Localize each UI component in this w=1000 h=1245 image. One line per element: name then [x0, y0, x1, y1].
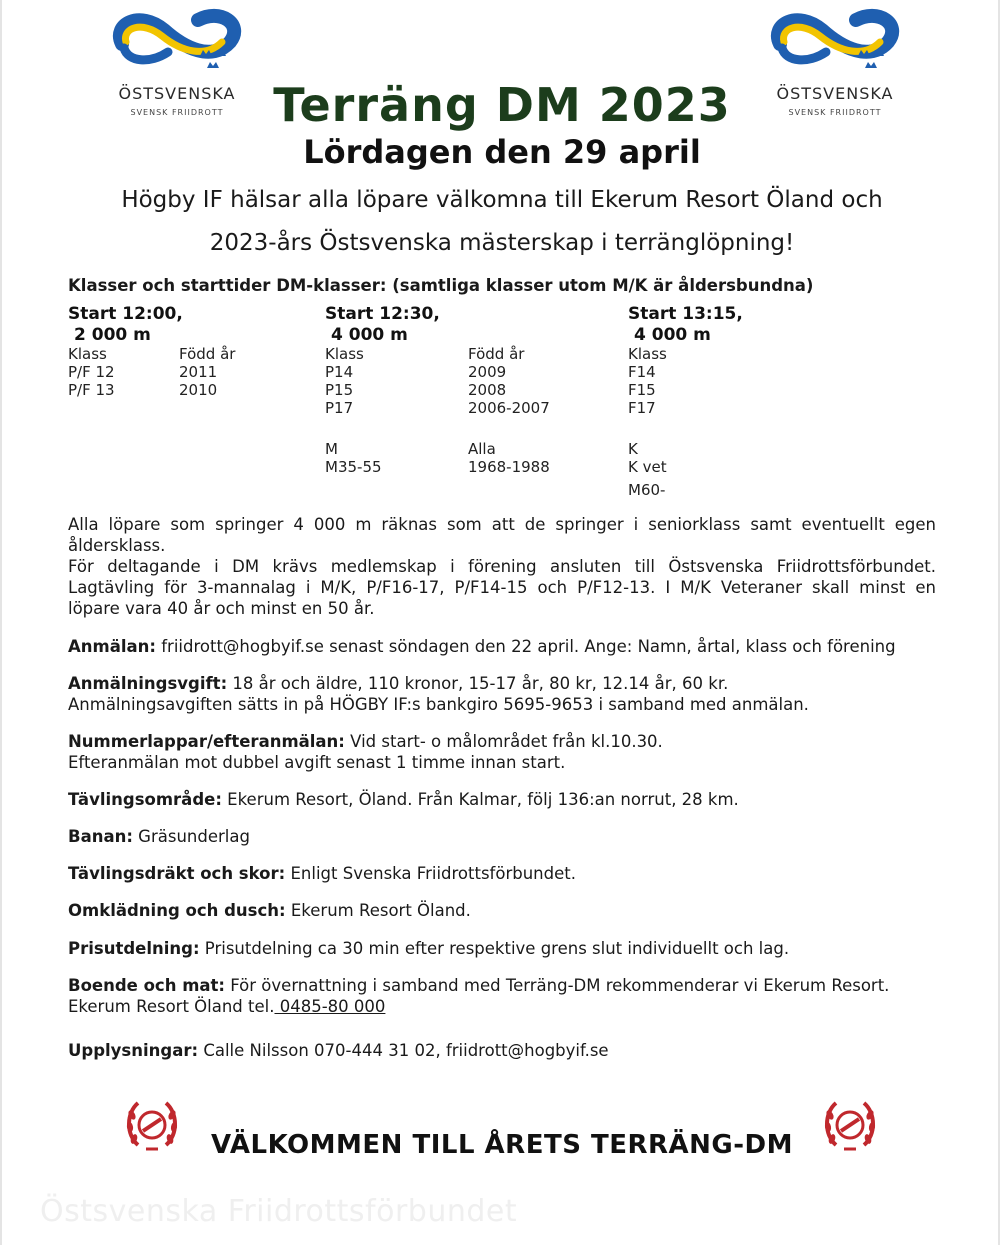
event-date: Lördagen den 29 april [303, 133, 701, 171]
class-cell: K vet [628, 458, 667, 476]
fee-text: 18 år och äldre, 110 kronor, 15-17 år, 80 kr, 12.14 år, 60 kr. [227, 674, 729, 693]
info-line: löpare vara 40 år och minst en 50 år. [68, 599, 375, 618]
info-paragraph [68, 514, 936, 619]
lodging-label: Boende och mat: [68, 976, 226, 995]
class-cell: P/F 13 [68, 381, 115, 399]
column-header-fodd: Född år [468, 345, 525, 363]
group-start-time: Start 12:30, [325, 304, 440, 324]
column-header-klass: Klass [68, 345, 107, 363]
classes-heading: Klasser och starttider DM-klasser: (samtliga klasser utom M/K är åldersbundna) [68, 276, 814, 295]
group-start-time: Start 12:00, [68, 304, 183, 324]
group-distance: 4 000 m [634, 325, 711, 345]
class-cell: M [325, 440, 338, 458]
logo-wordmark: ÖSTSVENSKA [118, 84, 236, 103]
logo-subline: SVENSK FRIIDROTT [130, 108, 224, 117]
contact-label: Upplysningar: [68, 1041, 199, 1060]
class-cell: P17 [325, 399, 354, 417]
born-cell: 2006-2007 [468, 399, 550, 417]
changing-label: Omklädning och dusch: [68, 901, 286, 920]
fee-label: Anmälningsvgift: [68, 674, 228, 693]
dress-text: Enligt Svenska Friidrottsförbundet. [285, 864, 576, 883]
intro-line-1: Högby IF hälsar alla löpare välkomna till Ekerum Resort Öland och [121, 187, 883, 213]
welcome-banner: VÄLKOMMEN TILL ÅRETS TERRÄNG-DM [211, 1130, 793, 1160]
page-title: Terräng DM 2023 [273, 78, 731, 132]
class-cell: P15 [325, 381, 354, 399]
born-cell: 1968-1988 [468, 458, 550, 476]
course-section [68, 826, 936, 847]
dress-section [68, 863, 936, 884]
course-text: Gräsunderlag [132, 827, 250, 846]
info-line: För deltagande i DM krävs medlemskap i förening ansluten till Östsvenska Friidrottsförbundet. [68, 557, 936, 576]
lodging-line-2: Ekerum Resort Öland tel. [68, 997, 275, 1016]
venue-section [68, 789, 936, 810]
phone-link[interactable]: 0485-80 000 [274, 997, 386, 1016]
class-cell: M35-55 [325, 458, 382, 476]
column-header-klass: Klass [628, 345, 667, 363]
class-cell: M60- [628, 481, 666, 499]
class-cell: K [628, 440, 638, 458]
born-cell: 2008 [468, 381, 507, 399]
column-header-fodd: Född år [179, 345, 236, 363]
info-line: Lagtävling för 3-mannalag i M/K, P/F16-17, P/F14-15 och P/F12-13. I M/K Veteraner skall minst en [68, 578, 936, 597]
lodging-text: För övernattning i samband med Terräng-DM rekommenderar vi Ekerum Resort. [225, 976, 890, 995]
lodging-section [68, 975, 936, 1017]
registration-section [68, 636, 936, 657]
changing-section [68, 900, 936, 921]
born-cell: Alla [468, 440, 496, 458]
prize-label: Prisutdelning: [68, 939, 200, 958]
class-cell: F17 [628, 399, 656, 417]
class-cell: P14 [325, 363, 354, 381]
infinity-emblem-icon [102, 2, 252, 82]
info-line: åldersklass. [68, 536, 166, 555]
prize-section [68, 938, 936, 959]
info-line: Alla löpare som springer 4 000 m räknas som att de springer i seniorklass samt eventuellt egen [68, 515, 936, 534]
prize-text: Prisutdelning ca 30 min efter respektive grens slut individuellt och lag. [199, 939, 790, 958]
class-cell: P/F 12 [68, 363, 115, 381]
registration-text: friidrott@hogbyif.se senast söndagen den 22 april. Ange: Namn, årtal, klass och förening [155, 637, 896, 656]
logo-wordmark: ÖSTSVENSKA [776, 84, 894, 103]
fee-line-2: Anmälningsavgiften sätts in på HÖGBY IF:s bankgiro 5695-9653 i samband med anmälan. [68, 695, 809, 714]
group-distance: 4 000 m [331, 325, 408, 345]
venue-text: Ekerum Resort, Öland. Från Kalmar, följ 136:an norrut, 28 km. [221, 790, 739, 809]
dress-label: Tävlingsdräkt och skor: [68, 864, 286, 883]
column-header-klass: Klass [325, 345, 364, 363]
venue-label: Tävlingsområde: [68, 790, 222, 809]
changing-text: Ekerum Resort Öland. [285, 901, 471, 920]
intro-line-2: 2023-års Östsvenska mästerskap i terränglöpning! [209, 230, 795, 256]
logo-subline: SVENSK FRIIDROTT [788, 108, 882, 117]
contact-section [68, 1040, 936, 1061]
group-start-time: Start 13:15, [628, 304, 743, 324]
class-cell: F14 [628, 363, 656, 381]
fee-section [68, 673, 936, 715]
bib-line-2: Efteranmälan mot dubbel avgift senast 1 timme innan start. [68, 753, 566, 772]
born-cell: 2011 [179, 363, 218, 381]
born-cell: 2009 [468, 363, 507, 381]
born-cell: 2010 [179, 381, 218, 399]
contact-text: Calle Nilsson 070-444 31 02, friidrott@hogbyif.se [198, 1041, 609, 1060]
bib-text: Vid start- o målområdet från kl.10.30. [344, 732, 663, 751]
infinity-emblem-icon [760, 2, 910, 82]
bib-section [68, 731, 936, 773]
watermark-text: Östsvenska Friidrottsförbundet [40, 1194, 518, 1229]
registration-label: Anmälan: [68, 637, 156, 656]
course-label: Banan: [68, 827, 133, 846]
group-distance: 2 000 m [74, 325, 151, 345]
bib-label: Nummerlappar/efteranmälan: [68, 732, 345, 751]
class-cell: F15 [628, 381, 656, 399]
